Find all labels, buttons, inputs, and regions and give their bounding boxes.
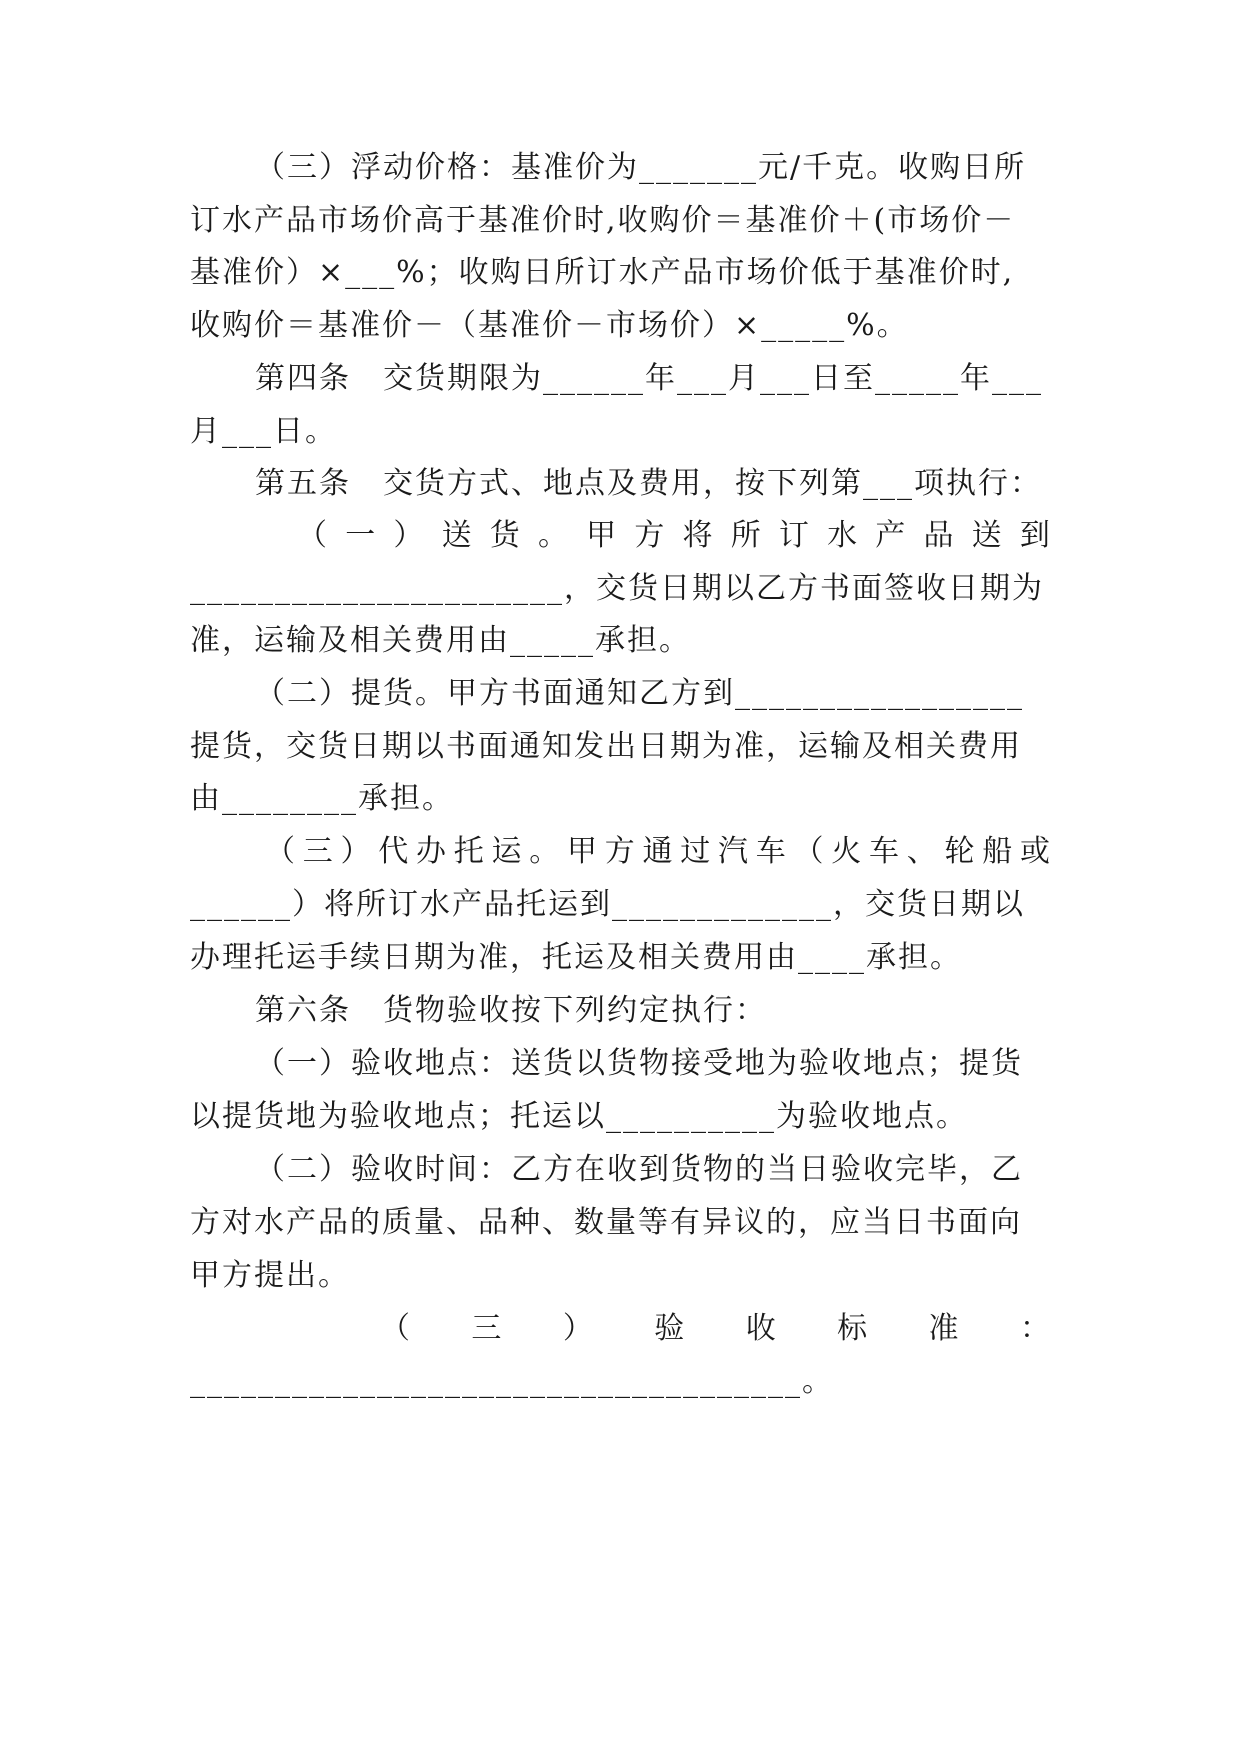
justified-char: ） (562, 1311, 595, 1346)
justified-char: 或 (1020, 834, 1052, 869)
justified-char: 汽 (718, 834, 750, 869)
justified-char: 甲 (567, 834, 599, 869)
justified-char: 标 (837, 1311, 870, 1346)
inspection-standard-line-2: ____________________________________。 (190, 1364, 834, 1399)
justified-char: 方 (604, 834, 637, 869)
justified-char: 。 (537, 518, 570, 553)
justified-char: （ (297, 518, 329, 553)
justified-char: 船 (982, 834, 1015, 869)
delivery-option-1-line-2: ______________________，交货日期以乙方书面签收日期为 (190, 571, 1044, 606)
justified-char: （ (793, 834, 826, 869)
justified-char: ） (393, 518, 426, 553)
delivery-option-1-line-3: 准，运输及相关费用由_____承担。 (190, 623, 691, 658)
justified-char: 订 (778, 518, 811, 553)
justified-char: 托 (453, 834, 486, 869)
justified-char: 准 (928, 1311, 961, 1346)
justified-char: 运 (491, 834, 524, 869)
justified-char: 到 (1019, 518, 1052, 553)
justified-char: 火 (831, 834, 864, 869)
justified-char: 送 (441, 518, 474, 553)
justified-char: 验 (654, 1311, 687, 1346)
justified-char: 品 (923, 518, 956, 553)
justified-char: 一 (345, 518, 378, 553)
article-5-heading: 第五条 交货方式、地点及费用，按下列第___项执行： (255, 466, 1042, 501)
justified-char: 车 (755, 834, 788, 869)
inspection-location-line-1: （一）验收地点：送货以货物接受地为验收地点；提货 (255, 1046, 1023, 1081)
delivery-option-3-line-1 (265, 832, 1052, 872)
article-4-line-2: 月___日。 (190, 414, 337, 449)
delivery-option-2-line-1: （二）提货。甲方书面通知乙方到_________________ (255, 676, 1024, 711)
inspection-time-line-2: 方对水产品的质量、品种、数量等有异议的，应当日书面向 (190, 1205, 1022, 1240)
inspection-time-line-1: （二）验收时间：乙方在收到货物的当日验收完毕，乙 (255, 1152, 1023, 1187)
delivery-option-1-line-1 (297, 516, 1052, 556)
justified-char: ） (340, 834, 373, 869)
justified-char: 将 (682, 518, 715, 553)
justified-char: ： (1019, 1311, 1052, 1346)
paragraph-floating-price-line-1: （三）浮动价格：基准价为_______元/千克。收购日所 (255, 150, 1027, 185)
justified-char: （ (265, 834, 297, 869)
justified-char: 方 (634, 518, 667, 553)
paragraph-floating-price-line-2: 订水产品市场价高于基准价时,收购价＝基准价＋(市场价－ (190, 203, 1016, 238)
justified-char: 、 (906, 834, 939, 869)
delivery-option-2-line-3: 由________承担。 (190, 781, 454, 816)
justified-char: 三 (302, 834, 335, 869)
justified-char: 货 (489, 518, 522, 553)
justified-char: 甲 (586, 518, 619, 553)
article-6-heading: 第六条 货物验收按下列约定执行： (255, 993, 767, 1028)
justified-char: 三 (471, 1311, 504, 1346)
inspection-location-line-2: 以提货地为验收地点；托运以__________为验收地点。 (190, 1099, 968, 1134)
justified-char: 水 (827, 518, 860, 553)
delivery-option-2-line-2: 提货，交货日期以书面通知发出日期为准，运输及相关费用 (190, 729, 1022, 764)
inspection-time-line-3: 甲方提出。 (190, 1258, 350, 1293)
delivery-option-3-line-3: 办理托运手续日期为准，托运及相关费用由____承担。 (190, 940, 962, 975)
justified-char: 产 (875, 518, 908, 553)
justified-char: 。 (529, 834, 562, 869)
paragraph-floating-price-line-4: 收购价＝基准价－（基准价－市场价）×_____%。 (190, 308, 909, 343)
justified-char: 收 (745, 1311, 778, 1346)
justified-char: 代 (378, 834, 411, 869)
paragraph-floating-price-line-3: 基准价）×___%；收购日所订水产品市场价低于基准价时, (190, 255, 1015, 290)
justified-char: 车 (869, 834, 901, 869)
inspection-standard-line-1 (380, 1309, 1052, 1349)
justified-char: 送 (971, 518, 1004, 553)
justified-char: 通 (642, 834, 675, 869)
article-4-line-1: 第四条 交货期限为______年___月___日至_____年___ (255, 361, 1043, 396)
justified-char: 过 (680, 834, 713, 869)
delivery-option-3-line-2: ______）将所订水产品托运到_____________，交货日期以 (190, 887, 1025, 922)
justified-char: 办 (416, 834, 448, 869)
justified-char: 所 (730, 518, 763, 553)
justified-char: 轮 (944, 834, 977, 869)
justified-char: （ (380, 1311, 412, 1346)
